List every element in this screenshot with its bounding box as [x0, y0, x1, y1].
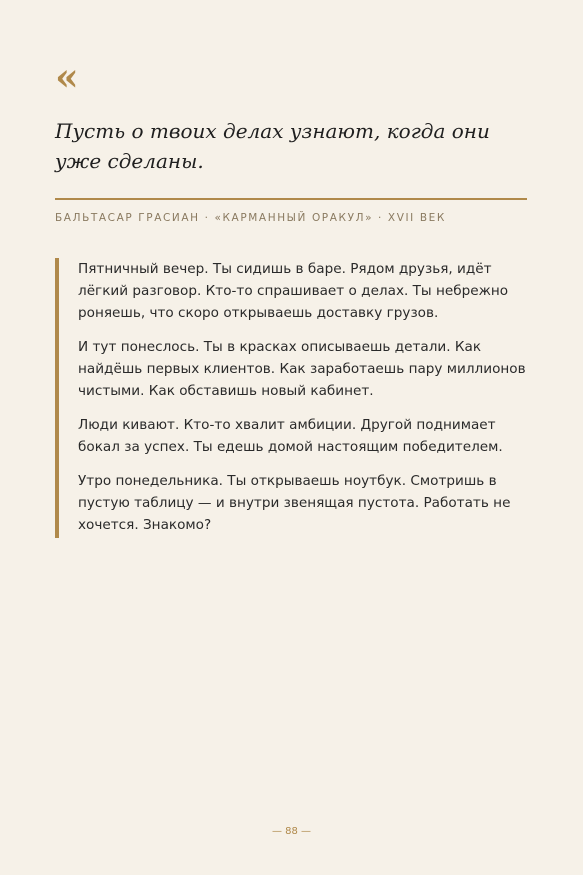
page-number: — 88 —	[271, 826, 312, 837]
epigraph-attribution: БАЛЬТАСАР ГРАСИАН · «КАРМАННЫЙ ОРАКУЛ» · XVII ВЕК	[55, 212, 446, 224]
paragraph: И тут понеслось. Ты в красках описываешь детали. Как найдёшь первых клиентов. Как заработаешь пару миллионов чистыми. Как обставишь новый кабинет.	[78, 339, 526, 399]
divider	[55, 198, 527, 200]
paragraph: Люди кивают. Кто-то хвалит амбиции. Другой поднимает бокал за успех. Ты едешь домой настоящим победителем.	[78, 417, 503, 455]
quote-mark-icon: «	[55, 54, 79, 99]
epigraph-quote: Пусть о твоих делах узнают, когда они уже сделаны.	[55, 119, 490, 173]
body-text-block	[55, 258, 527, 538]
paragraph: Утро понедельника. Ты открываешь ноутбук. Смотришь в пустую таблицу — и внутри звенящая пустота. Работать не хочется. Знакомо?	[78, 473, 511, 533]
paragraph: Пятничный вечер. Ты сидишь в баре. Рядом друзья, идёт лёгкий разговор. Кто-то спрашивает о делах. Ты небрежно роняешь, что скоро открываешь доставку грузов.	[78, 261, 509, 321]
